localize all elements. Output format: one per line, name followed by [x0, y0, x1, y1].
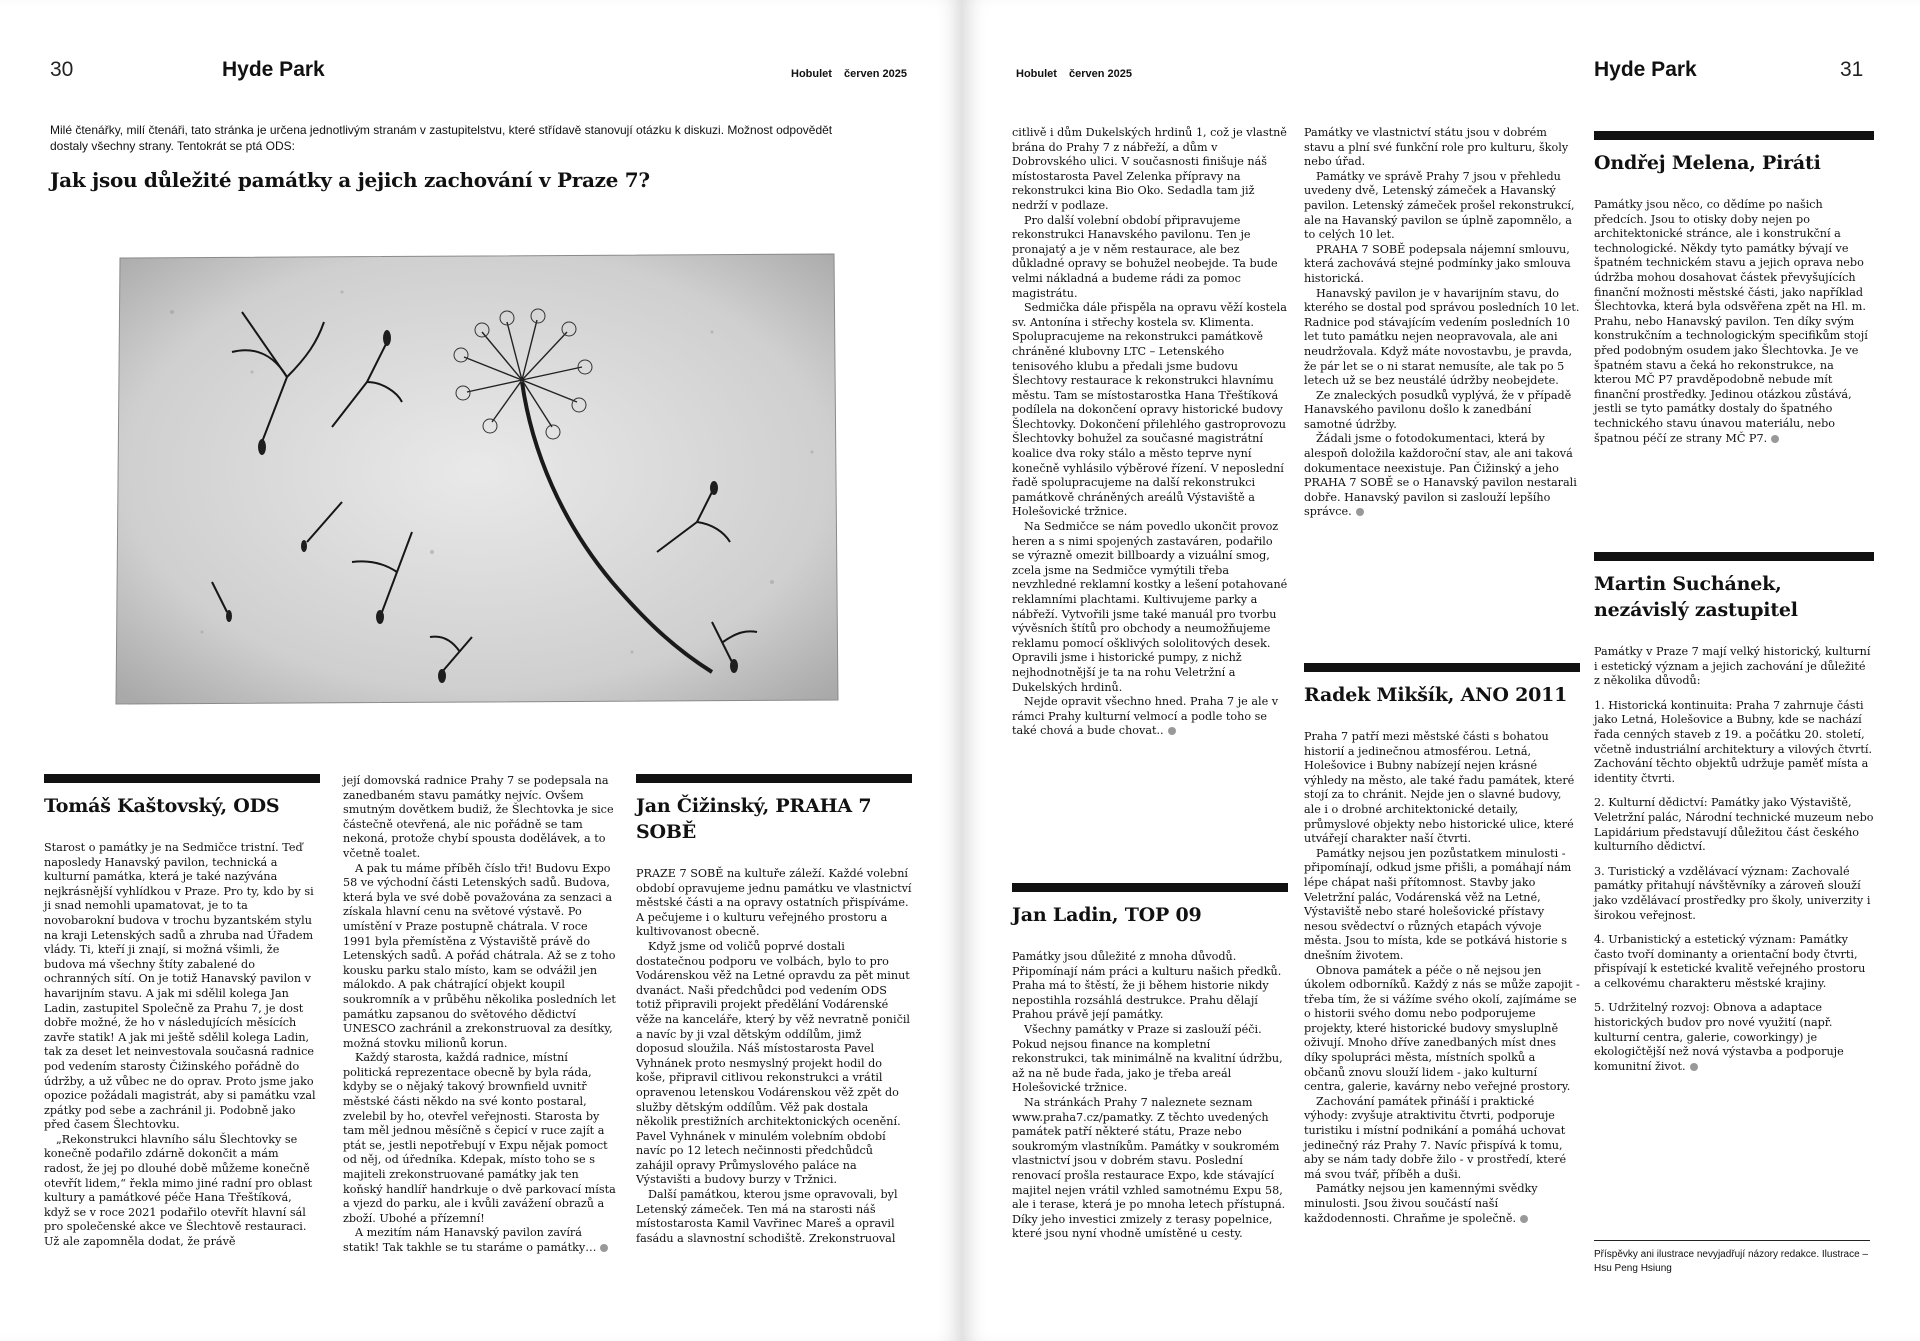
paragraph: Když jsme od voličů poprvé dostali dostatečnou podporu ve volbách, bylo to pro Vodárenskou věž na Letné opravdu za pět minut dvanáct. Naši předchůdci pod vedením ODS totiž připravili projekt předělání Vodárenské věže na kanceláře, který by věž nevratně poničil a navíc by ji vzal dětským oddílům, jimž doposud sloužila. Náš místostarosta Pavel Vyhnánek proto nesmyslný projekt hodil do koše, připravil citlivou rekonstrukci a vrátil opravenou letenskou Vodárenskou věž zpět do služby dětským oddílům. Věž pak dostala několik prestižních architektonických ocenění. Pavel Vyhnánek v minulém volebním období navíc po 12 letech nečinnosti předchůdců zahájil opravy Průmyslového paláce na Výstavišti a budovy burzy v Tržnici. [636, 939, 911, 1187]
heading-rule [1304, 663, 1580, 672]
article-heading-cizinsky: Jan Čižinský, PRAHA 7 SOBĚ [636, 795, 872, 843]
paragraph [1594, 198, 1874, 446]
issue-meta [1016, 68, 1132, 80]
paragraph: Památky nejsou jen pozůstatkem minulosti - připomínají, odkud jsme přišli, a pomáhají nám lépe chápat naši přítomnost. Stavby jako Veletržní palác, Vodárenská věž na Letné, Výstaviště nebo staré holešovické přístavy nesou svědectví o různých etapách vývoje města. Jsou to místa, kde se potkává historie s dnešním životem. [1304, 846, 1572, 962]
footnote: Příspěvky ani ilustrace nevyjadřují názory redakce. Ilustrace – Hsu Peng Hsiung [1594, 1249, 1869, 1274]
intro-text: Milé čtenářky, milí čtenáři, tato stránka je určena jednotlivým stranám v zastupitelstvu, které střídavě stanovují otázku k diskuzi. Možnost odpovědět dostaly všechny strany. Tentokrát se ptá ODS: [50, 123, 833, 153]
dandelion-etching-illustration [112, 252, 842, 707]
article-kastovsky-col1 [44, 774, 320, 1250]
article-heading-suchanek: Martin Suchánek, nezávislý zastupitel [1594, 573, 1798, 621]
heading-rule [1594, 552, 1874, 561]
paragraph: A pak tu máme příběh číslo tři! Budovu Expo 58 ve východní části Letenských sadů. Budova, která byla ve své době považována za senzaci a získala hlavní cenu na světové výstavě. Po umístění v Praze postupně chátrala. V roce 1991 byla přemístěna z Výstaviště právě do Letenských sadů. A pořád chátrala. Až se z toho kousku parku stalo místo, kam se odvážil jen málokdo. A pak chátrající objekt koupil soukromník a v průběhu několika posledních let památku zapsanou do světového dědictví UNESCO zachránil a zrekonstruoval za desítky, možná stovku milionů korun. [343, 861, 616, 1050]
paragraph: Praha 7 patří mezi městské části s bohatou historií a jedinečnou atmosférou. Letná, Holešovice i Bubny nabízejí nejen krásné výhledy na město, ale také řadu památek, které stojí za to chránit. Nejde jen o slavné budovy, ale i o drobné architektonické detaily, průmyslové objekty nebo historické ulice, které utvářejí charakter naší čtvrti. [1304, 730, 1575, 846]
paragraph: Další památkou, kterou jsme opravovali, byl Letenský zámeček. Ten má na starosti náš místostarosta Kamil Vavřinec Mareš a opravil fasádu a slavnostní schodiště. Zrekonstruoval [636, 1188, 898, 1245]
paragraph-text: Památky jsou něco, co dědíme po našich předcích. Jsou to otisky doby nejen po architektonické stránce, ale i konstrukční a technologické. Někdy tyto památky bývají ve špatném technickém stavu a jejich oprava nebo údržba mohou dosahovat částek převyšujících finanční možnosti městské části, jako například Šlechtovka, která byla odsvěřena zpět na Hl. m. Prahu, nebo Hanavský pavilon. Ten díky svým konstrukčním a technologickým specifikům stojí před podobným osudem jako Šlechtovka. Je ve špatném stavu a čeká ho rekonstrukce, na kterou MČ P7 pravděpodobně nebude mít finanční prostředky. Jedinou otázkou zůstává, jestli se tyto památky dostaly do špatného technického stavu únavou materiálu, nebo špatnou péčí ze strany MČ P7. [1594, 198, 1868, 445]
paragraph: Památky ve správě Prahy 7 jsou v přehledu uvedeny dvě, Letenský zámeček a Havanský pavilon. Letenský zámeček prošel rekonstrukcí, ale na Havanský pavilon se úplně zapomnělo, a to celých 10 let. [1304, 169, 1575, 242]
end-mark-icon [1690, 1063, 1698, 1071]
paragraph-text: 5. Udržitelný rozvoj: Obnova a adaptace historických budov pro nové využití (např. kulturní centra, galerie, coworkingy) je ekologičtější než nová výstavba a podporuje komunitní život. [1594, 1001, 1844, 1073]
article-ladin [1012, 883, 1288, 1242]
heading-rule [44, 774, 320, 783]
article-melena [1594, 131, 1874, 446]
paragraph [343, 1226, 619, 1255]
article-miksik [1304, 663, 1580, 1226]
paragraph: PRAZE 7 SOBĚ na kultuře záleží. Každé volební období opravujeme jednu památku ve vlastnictví městské části a na opravy ostatních přispíváme. A pečujeme i o kulturu veřejného prostoru a kultivovanost obecně. [636, 867, 912, 939]
paragraph: Na stránkách Prahy 7 naleznete seznam www.praha7.cz/pamatky. Z těchto uvedených památek patří některé státu, Praze nebo soukromým vlastníkům. Památky v soukromém vlastnictví jsou v dobrém stavu. Poslední renovací prošla restaurace Expo, kde stávající majitel nejen vrátil vzhled samotnému Expu 58, ale i terase, která je po mnoha letech přístupná. Díky jeho investici zmizely z terasy popelnice, které jsou nyní vhodně umístěné u cesty. [1012, 1095, 1286, 1241]
article-heading-kastovsky: Tomáš Kaštovský, ODS [44, 795, 280, 817]
paragraph-text: Nejde opravit všechno hned. Praha 7 je ale v rámci Prahy kulturní velmocí a podle toho se také chová a bude chovat.. [1012, 695, 1279, 738]
paragraph: Hanavský pavilon je v havarijním stavu, do kterého se dostal pod správou posledních 10 let. Radnice pod stávajícím vedením posledních 10 let tuto památku nejen neopravovala, ale ani neudržovala. Když máte novostavbu, je pravda, že pár let se o ni starat nemusíte, ale tak po 5 letech už se bez neustálé údržby neobejdete. [1304, 286, 1580, 388]
paragraph: Sedmička dále přispěla na opravu věží kostela sv. Antonína i střechy kostela sv. Klimenta. Spolupracujeme na rekonstrukci památkově chráněné klubovny LTC – Letenského tenisového klubu a předali jsme budovu Šlechtovy restaurace k rekonstrukci hlavnímu městu. Tam se místostarostka Hana Třeštíková podílela na dokončení opravy historické budovy Šlechtovky. Dokončení přilehlého gastroprovozu Šlechtovky bohužel za současné magistrátní koalice dva roky stálo a město teprve nyní konečně vyhlásilo výběrové řízení. V neposlední řadě spolupracujeme na další rekonstrukci památkově chráněných areálů Výstaviště a Holešovické tržnice. [1012, 301, 1287, 519]
list-item: 3. Turistický a vzdělávací význam: Zachovalé památky přitahují návštěvníky a zároveň slouží jako vzdělávací prostředky pro školy, univerzity i širokou veřejnost. [1594, 864, 1871, 922]
paragraph: Pro další volební období připravujeme rekonstrukci Hanavského pavilonu. Ten je pronajatý a je v něm restaurace, ale bez důkladné opravy se bohužel neobejde. Ta bude velmi nákladná a budeme rádi za pomoc magistrátu. [1012, 213, 1278, 300]
paragraph: citlivě i dům Dukelských hrdinů 1, což je vlastně brána do Prahy 7 z nábřeží, a dům v Dobrovského ulici. V současnosti finišuje náš místostarosta Pavel Zelenka přípravy na rekonstrukci kina Bio Oko. Sedadla tam již nedrží v podlaze. [1012, 126, 1287, 212]
issue-meta [791, 68, 907, 80]
paragraph: Starost o památky je na Sedmičce tristní. Teď naposledy Hanavský pavilon, technická a kulturní památka, která je také nazývána nejkrásnější vyhlídkou v Praze. Pro ty, kdo by si ji snad nemohli upamatovat, je to ta novobarokní budova v trochu byzantském stylu na kraji Letenských sadů a zhruba nad Úřadem vlády. Ti, kteří ji znají, si možná všimli, že budova má všechny štíty zabalené do ochranných sítí. On je totiž Hanavský pavilon v havarijním stavu. A jak mi sdělil kolega Jan Ladin, zastupitel Společně za Prahu 7, je dost dobře možné, že ho v následujících měsících zavře statik! A jak mi ještě sdělil kolega Ladin, tak za deset let neinvestovala současná radnice pod vedením starosty Čižinského pořádně do údržby, a už vůbec ne do oprav. Proto jsme jako opozice požádali magistrát, aby si památku vzal zpátky pod sebe a zachránil ji. Podobně jako před časem Šlechtovku. [44, 841, 316, 1132]
paragraph-text: Památky nejsou jen kamennými svědky minulosti. Jsou živou součástí naší každodennosti. Chraňme je společně. [1304, 1182, 1538, 1225]
issue-date: červen 2025 [843, 68, 907, 80]
page-headline: Jak jsou důležité památky a jejich zachování v Praze 7? [50, 168, 650, 192]
article-continuation-col [1304, 126, 1580, 520]
paragraph: Zachování památek přináší i praktické výhody: zvyšuje atraktivitu čtvrti, podporuje turistiku i místní podnikání a pomáhá uchovat jedinečný ráz Prahy 7. Navíc přispívá k tomu, aby se nám tady dobře žilo - v prostředí, které má svou tvář, příběh a duši. [1304, 1094, 1567, 1181]
article-heading-miksik: Radek Mikšík, ANO 2011 [1304, 684, 1568, 706]
paragraph: Na Sedmičce se nám povedlo ukončit provoz heren a s nimi spojených zastaváren, podařilo se výrazně omezit billboardy a vizuální smog, zcela jsme na Sedmičce vymýtili třeba nevzhledné reklamní kostky a lešení potahované reklamními plachtami. Kultivujeme parky a nábřeží. Vytvořili jsme také manuál pro tvorbu vývěsních štítů pro obchody a neumožňujeme reklamu pomocí ošklivých sololitových desek. Opravili jsme i historické pumpy, z nichž nejhodnotnější je ta na rohu Veletržní a Dukelských hrdinů. [1012, 520, 1288, 694]
article-kastovsky-col2 [343, 774, 619, 1256]
paragraph-text: A mezitím nám Hanavský pavilon zavírá statik! Tak takhle se tu staráme o památky… [343, 1226, 597, 1254]
end-mark-icon [1356, 508, 1364, 516]
paragraph: Obnova památek a péče o ně nejsou jen úkolem odborníků. Každý z nás se může zapojit - třeba tím, že si vážíme svého okolí, zajímáme se o historii svého domu nebo podporujeme projekty, které historické budovy smysluplně oživují. Mnoho dříve zanedbaných míst dnes díky spolupráci města, místních spolků a občanů znovu slouží lidem - jako kulturní centra, galerie, kavárny nebo veřejné prostory. [1304, 963, 1580, 1094]
article-heading-melena: Ondřej Melena, Piráti [1594, 152, 1821, 174]
paragraph [1304, 1182, 1580, 1226]
issue-author: Hobulet [791, 68, 832, 80]
heading-rule [636, 774, 912, 783]
paragraph-text: Žádali jsme o fotodokumentaci, která by alespoň doložila každoroční stav, ale ani taková dokumentace neexistuje. Pan Čižinský a jeho PRAHA 7 SOBĚ se o Hanavský pavilon nestarali dobře. Hanavský pavilon si zaslouží lepšího správce. [1304, 432, 1577, 519]
article-suchanek [1594, 552, 1874, 1074]
list-item: 4. Urbanistický a estetický význam: Památky často tvoří dominanty a orientační body čtvrti, přispívají k estetické kvalitě veřejného prostoru a celkovému charakteru městské krajiny. [1594, 933, 1866, 990]
page-number: 30 [50, 58, 74, 81]
issue-author: Hobulet [1016, 68, 1057, 80]
paragraph: Památky v Praze 7 mají velký historický, kulturní i estetický význam a jejich zachování je důležité z několika důvodů: [1594, 645, 1871, 688]
paragraph: Ze znaleckých posudků vyplývá, že v případě Hanavského pavilonu došlo k zanedbání samotné údržby. [1304, 388, 1572, 431]
section-title: Hyde Park [222, 58, 325, 81]
article-cizinsky-col2 [1012, 126, 1288, 739]
end-mark-icon [1771, 435, 1779, 443]
section-title: Hyde Park [1594, 58, 1697, 81]
list-item: 2. Kulturní dědictví: Památky jako Výstaviště, Veletržní palác, Národní technické muzeum nebo Lapidárium představují důležitou část českého kulturního dědictví. [1594, 796, 1874, 854]
paragraph: její domovská radnice Prahy 7 se podepsala na zanedbaném stavu památky nejvíc. Ovšem smutným dovětkem budiž, že Šlechtovka je sice částečně otevřená, ale nic pořádně se tam nekoná, protože chybí spousta dodělávek, a to včetně toalet. [343, 774, 614, 860]
heading-rule [1012, 883, 1288, 892]
paragraph: Památky ve vlastnictví státu jsou v dobrém stavu a plní své funkční role pro kulturu, školy nebo úřad. [1304, 126, 1569, 169]
right-page [962, 0, 1920, 1341]
article-cizinsky-col1 [636, 774, 912, 1246]
end-mark-icon [600, 1244, 608, 1252]
paragraph: PRAHA 7 SOBĚ podepsala nájemní smlouvu, která zachovává stejné podmínky jako smlouva historická. [1304, 242, 1571, 285]
paragraph: Všechny památky v Praze si zaslouží péči. Pokud nejsou finance na kompletní rekonstrukci, tak minimálně na kvalitní údržbu, až na ně bude řada, jako je třeba areál Holešovické tržnice. [1012, 1022, 1283, 1095]
paragraph: „Rekonstrukci hlavního sálu Šlechtovky se konečně podařilo zdárně dokončit a mám radost, že jej po dlouhé době můžeme konečně otevřít lidem,“ řekla mimo jiné radní pro oblast kultury a památkové péče Hana Třeštíková, když se v roce 2021 podařilo otevřít hlavní sál pro společenské akce ve Šlechtově restauraci. Už ale zapomněla dodat, že právě [44, 1132, 313, 1249]
list-item: 1. Historická kontinuita: Praha 7 zahrnuje části jako Letná, Holešovice a Bubny, kde se nachází řada cenných staveb z 19. a počátku 20. století, včetně industriální architektury a vilových čtvrtí. Zachování těchto objektů udržuje paměť místa a identity čtvrti. [1594, 698, 1873, 785]
end-mark-icon [1520, 1215, 1528, 1223]
paragraph [1012, 695, 1288, 739]
issue-date: červen 2025 [1068, 68, 1132, 80]
heading-rule [1594, 131, 1874, 140]
paragraph: Každý starosta, každá radnice, místní politická reprezentace obecně by byla ráda, kdyby se o nějaký takový brownfield uvnitř městské části někdo na své konto postaral, zvelebil by ho, otevřel veřejnosti. Starosta by tam měl jednou měsíčně s čepicí v ruce zajít a ptát se, jestli nepotřebují v Expu nějak pomoct od něj, od úředníka. Kdepak, místo toho se s majiteli zrekonstruované památky jak ten koňský handlíř handrkuje o dvě parkovací místa a vjezd do parku, ale i kvůli zavážení obrazů a zboží. Ubohé a přízemní! [343, 1051, 616, 1225]
paragraph: Památky jsou důležité z mnoha důvodů. Připomínají nám práci a kulturu našich předků. Praha má to štěstí, že ji během historie nikdy nepostihla rozsáhlá destrukce. Prahu dělají Prahou právě její památky. [1012, 950, 1282, 1022]
page-number: 31 [1840, 58, 1864, 81]
footnote-rule [1594, 1240, 1870, 1241]
article-heading-ladin: Jan Ladin, TOP 09 [1012, 904, 1202, 926]
list-item [1594, 1001, 1874, 1074]
end-mark-icon [1168, 727, 1176, 735]
paragraph [1304, 432, 1580, 520]
